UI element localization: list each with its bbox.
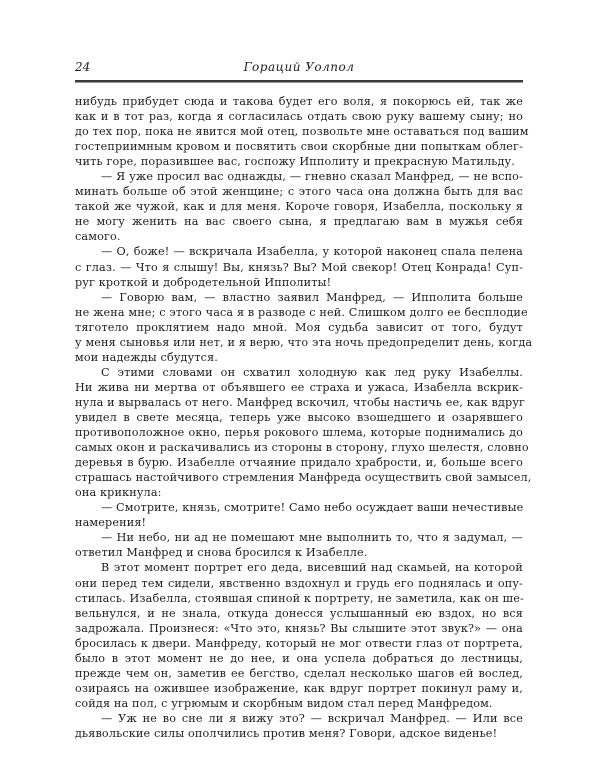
text-line: В этот момент портрет его деда, висевший над скамьей, на которой: [101, 561, 523, 575]
text-line: чить горе, поразившее вас, госпожу Ипполиту и прекрасную Матильду.: [75, 155, 515, 169]
text-line: — Ни небо, ни ад не помешают мне выполнить то, что я задумал, —: [101, 531, 523, 545]
text-line: у меня сыновья или нет, и я верю, что эта ночь предопределит день, когда: [75, 335, 533, 349]
text-line: задрожала. Произнеся: «Что это, князь? Вы слышите этот звук?» — она: [75, 621, 523, 635]
text-line: страшась настойчивого стремления Манфреда осуществить свой замысел,: [75, 471, 532, 485]
text-line: нула и вырвалась от него. Манфред вскочил, чтобы настичь ее, как вдруг: [75, 395, 526, 409]
text-line: дьявольские силы ополчились против меня? Говори, адское виденье!: [75, 726, 498, 740]
paragraph: [75, 500, 523, 530]
text-line: озираясь на ожившее изображение, как вдруг портрет покинул раму и,: [75, 681, 523, 695]
book-page: [75, 58, 533, 741]
text-line: не жена мне; с этого часа я в разводе с ней. Слишком долго ее бесплодие: [75, 305, 528, 319]
text-line: вельнулся, и не знала, откуда донесся услышанный ею вздох, но вся: [75, 606, 523, 620]
text-line: они перед тем сидели, явственно вздохнул и грудь его поднялась и опу-: [75, 576, 523, 590]
text-line: — Я уже просил вас однажды, — гневно сказал Манфред, — не вспо-: [101, 170, 523, 184]
running-head: [75, 58, 523, 76]
running-title: Гораций Уолпол: [243, 60, 355, 74]
text-line: тяготело проклятием надо мной. Моя судьба зависит от того, будут: [75, 320, 523, 334]
text-line: прежде чем он, заметив ее бегство, сделал несколько шагов ей вослед,: [75, 666, 523, 680]
text-line: не могу женить на вас своего сына, я предлагаю вам в мужья себя: [75, 215, 523, 229]
text-line: самых окон и раскачивались из стороны в сторону, глухо шелестя, словно: [75, 441, 529, 455]
text-line: — Уж не во сне ли я вижу это? — вскричал Манфред. — Или все: [101, 711, 523, 725]
text-line: деревья в бурю. Изабелле отчаяние придало храбрости, и, больше всего: [75, 456, 523, 470]
text-line: стилась. Изабелла, стоявшая спиной к портрету, не заметила, как он ше-: [75, 591, 524, 605]
paragraph: [75, 169, 523, 244]
text-line: ответил Манфред и снова бросился к Изабелле.: [75, 546, 368, 560]
body-text: [75, 94, 533, 741]
text-line: с глаз. — Что я слышу! Вы, князь? Вы? Мой свекор! Отец Конрада! Суп-: [75, 260, 523, 274]
text-line: такой же чужой, как и для меня. Короче говоря, Изабелла, поскольку я: [75, 200, 523, 214]
text-line: противоположное окно, перья рокового шлема, которые поднимались до: [75, 426, 523, 440]
text-line: С этими словами он схватил холодную как лед руку Изабеллы.: [101, 365, 523, 379]
text-line: гостеприимным кровом и посвятить свои скорбные дни попыткам облег-: [75, 140, 523, 154]
paragraph: [75, 244, 523, 289]
text-line: минать больше об этой женщине; с этого часа она должна быть для вас: [75, 185, 523, 199]
text-line: было в этот момент не до нее, и она успела добраться до лестницы,: [75, 651, 523, 665]
paragraph: [75, 711, 523, 741]
text-line: до тех пор, пока не явится мой отец, позвольте мне оставаться под вашим: [75, 125, 529, 139]
text-line: как и в тот раз, когда я согласилась отдать свою руку вашему сыну; но: [75, 110, 523, 124]
page-number: 24: [75, 60, 91, 74]
paragraph: [75, 290, 533, 365]
text-line: — Говорю вам, — властно заявил Манфред, — Ипполита больше: [101, 290, 523, 304]
text-line: руг кроткой и добродетельной Ипполиты!: [75, 275, 332, 289]
paragraph: [75, 365, 532, 500]
text-line: увидел в свете месяца, теперь уже высоко взошедшего и озарявшего: [75, 410, 523, 424]
text-line: — Смотрите, князь, смотрите! Само небо осуждает ваши нечестивые: [101, 501, 524, 515]
text-line: намерения!: [75, 516, 147, 530]
paragraph: [75, 560, 523, 710]
text-line: сойдя на пол, с угрюмым и скорбным видом стал перед Манфредом.: [75, 696, 493, 710]
paragraph: [75, 94, 529, 169]
text-line: Ни жива ни мертва от объявшего ее страха и ужаса, Изабелла вскрик-: [75, 380, 523, 394]
header-rule: [75, 80, 523, 83]
text-line: мои надежды сбудутся.: [75, 350, 218, 364]
paragraph: [75, 530, 523, 560]
text-line: — О, боже! — вскричала Изабелла, у которой наконец спала пелена: [101, 245, 523, 259]
text-line: нибудь прибудет сюда и такова будет его воля, я покорюсь ей, так же: [75, 95, 523, 108]
text-line: она крикнула:: [75, 486, 162, 500]
text-line: самого.: [75, 230, 121, 244]
text-line: бросилась к двери. Манфреду, который не мог отвести глаз от портрета,: [75, 636, 523, 650]
